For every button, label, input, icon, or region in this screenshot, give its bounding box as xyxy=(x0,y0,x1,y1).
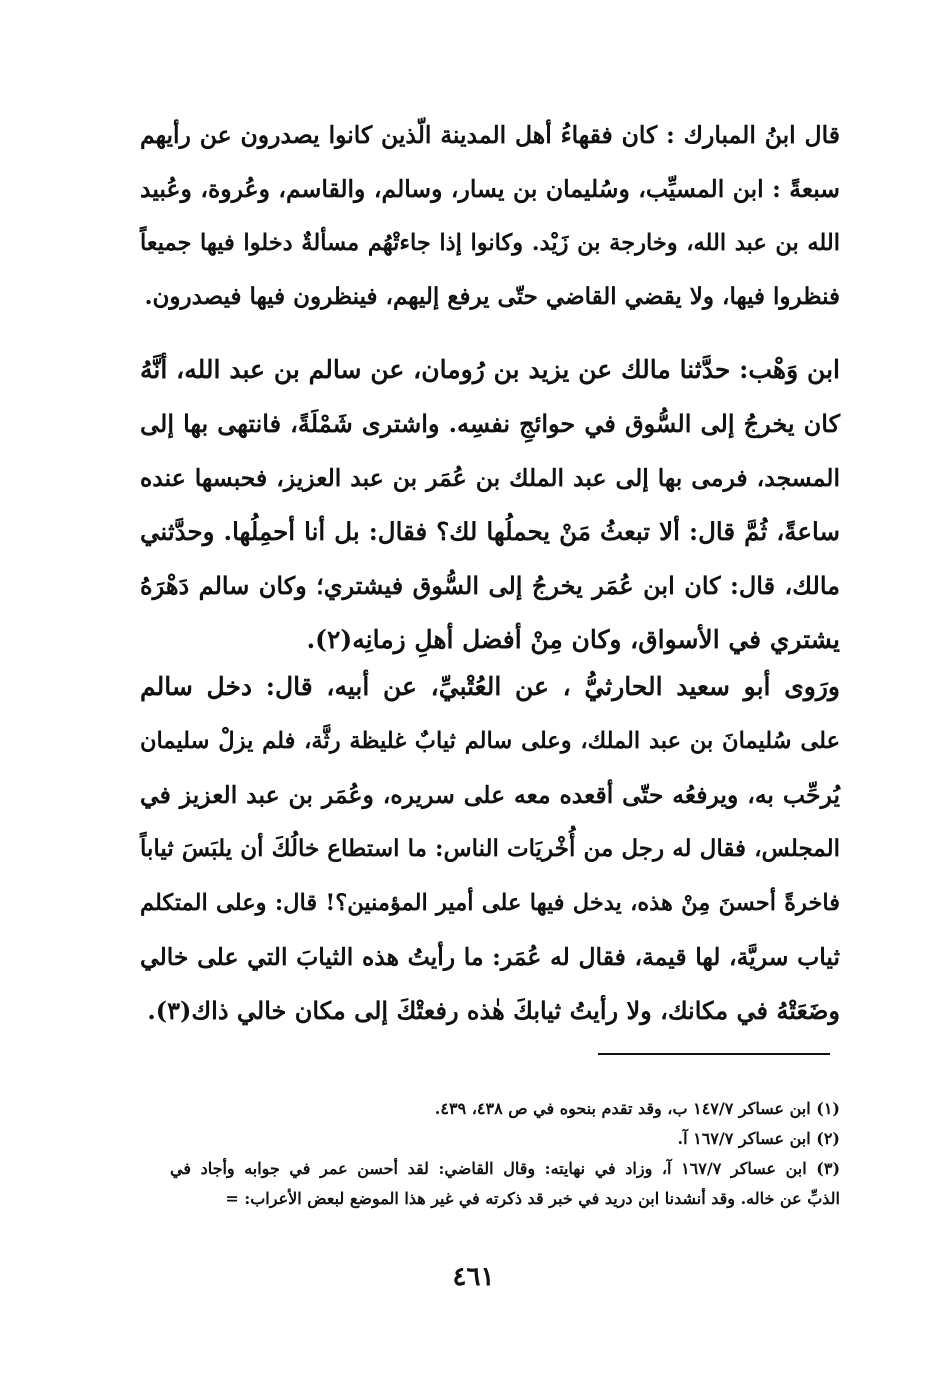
text-line: ثياب سريَّة، لها قيمة، فقال له عُمَر: ما رأيتُ هذه الثيابَ التي على خالي xyxy=(140,943,840,971)
text-line: المجلس، فقال له رجل من أُخْريَات الناس: ما استطاع خالُكَ أن يلبَسَ ثياباً xyxy=(140,835,840,862)
text-line: قال ابنُ المبارك : كان فقهاءُ أهل المدينة الّذين كانوا يصدرون عن رأيهم xyxy=(140,121,840,149)
text-line: سبعةً : ابن المسيِّب، وسُليمان بن يسار، وسالم، والقاسم، وعُروة، وعُبيد xyxy=(140,175,840,203)
text-line: يُرحِّب به، ويرفعُه حتّى أقعده معه على سريره، وعُمَر بن عبد العزيز في xyxy=(140,781,840,809)
text-line: المسجد، فرمى بها إلى عبد الملك بن عُمَر بن عبد العزيز، فحبسها عنده xyxy=(140,464,840,492)
text-line: ساعةً، ثُمَّ قال: ألا تبعثُ مَنْ يحملُها لك؟ فقال: بل أنا أحمِلُها. وحدَّثني xyxy=(140,517,840,546)
text-line: مالك، قال: كان ابن عُمَر يخرجُ إلى السُّوق فيشتري؛ وكان سالم دَهْرَهُ xyxy=(140,571,840,600)
footnote-separator xyxy=(598,1053,830,1055)
text-line: ورَوى أبو سعيد الحارثيُّ ، عن العُتْبيِّ، عن أبيه، قال: دخل سالم xyxy=(140,672,840,701)
text-line: كان يخرجُ إلى السُّوق في حوائجِ نفسِه. واشترى شَمْلَةً، فانتهى بها إلى xyxy=(140,409,840,438)
page-number: ٤٦١ xyxy=(452,1262,495,1292)
text-line: وضَعَتْهُ في مكانك، ولا رأيتُ ثيابكَ هٰذه رفعتْكَ إلى مكان خالي ذاك(٣). xyxy=(147,996,840,1025)
paragraph-ibn-al-mubarak xyxy=(140,108,840,324)
text-line: الله بن عبد الله، وخارجة بن زَيْد. وكانوا إذا جاءتْهُم مسألةٌ دخلوا فيها جميعاً xyxy=(140,230,840,256)
text-line: على سُليمانَ بن عبد الملك، وعلى سالم ثيابٌ غليظة رثَّة، فلم يزلْ سليمان xyxy=(140,728,840,754)
paragraph-ibn-wahb xyxy=(140,343,840,667)
paragraph-abu-said xyxy=(140,660,840,1038)
footnote-3-continued: الذبِّ عن خاله. وقد أنشدنا ابن دريد في خبر قد ذكرته في غير هذا الموضع لبعض الأعراب: = xyxy=(225,1189,840,1208)
footnote-3: (٣) ابن عساكر ١٦٧/٧ آ، وزاد في نهايته: وقال القاضي: لقد أحسن عمر في جوابه وأجاد في xyxy=(170,1159,841,1178)
footnote-1: (١) ابن عساكر ١٤٧/٧ ب، وقد تقدم بنحوه في ص ٤٣٨، ٤٣٩. xyxy=(434,1099,840,1118)
text-line: ابن وَهْب: حدَّثنا مالك عن يزيد بن رُومان، عن سالم بن عبد الله، أنَّهُ xyxy=(140,355,840,384)
text-line: فنظروا فيها، ولا يقضي القاضي حتّى يرفع إليهم، فينظرون فيها فيصدرون. xyxy=(144,283,840,310)
text-line: يشتري في الأسواق، وكان مِنْ أفضل أهلِ زمانِه(٢). xyxy=(306,625,840,654)
footnotes xyxy=(170,1094,840,1214)
text-line: فاخرةً أحسنَ مِنْ هذه، يدخل فيها على أمير المؤمنين؟! قال: وعلى المتكلم xyxy=(140,890,840,916)
footnote-2: (٢) ابن عساكر ١٦٧/٧ آ. xyxy=(677,1129,840,1148)
